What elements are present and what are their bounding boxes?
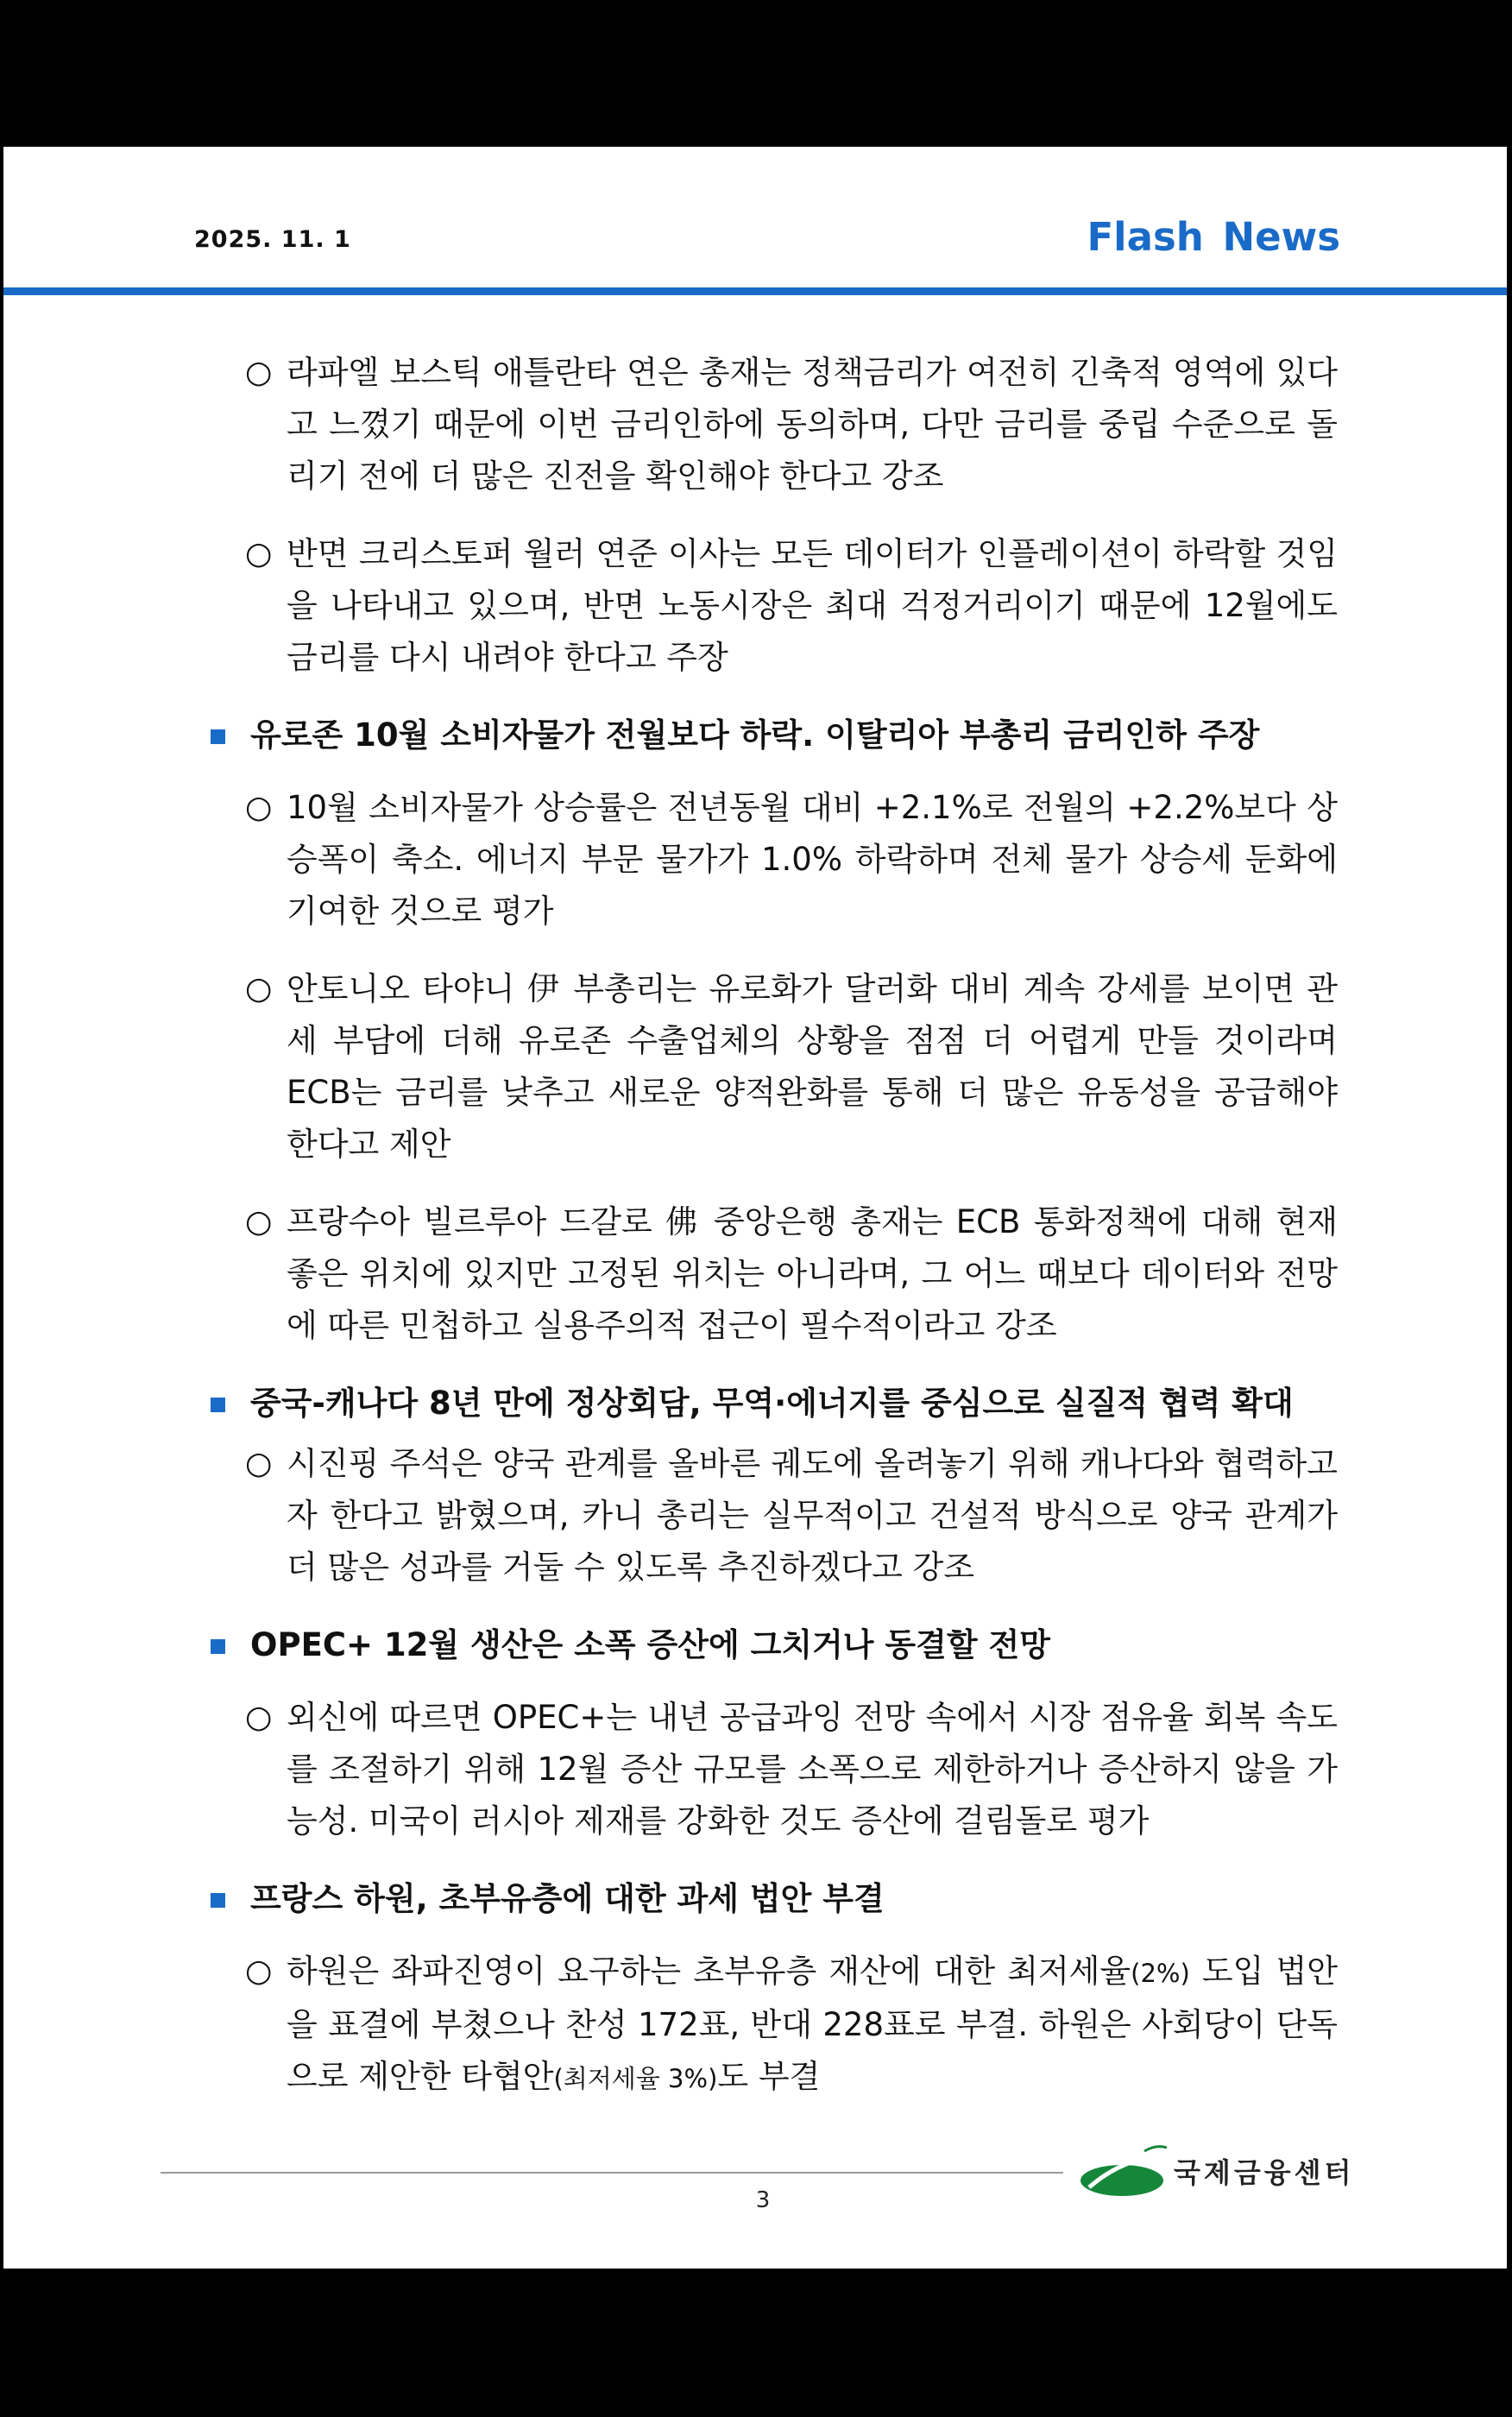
bullet-paragraph bbox=[242, 963, 1338, 1171]
section-heading-text: 유로존 10월 소비자물가 전월보다 하락. 이탈리아 부총리 금리인하 주장 bbox=[250, 716, 1260, 754]
paragraph-text: 외신에 따르면 OPEC+는 내년 공급과잉 전망 속에서 시장 점유율 회복 속도를 조절하기 위해 12월 증산 규모를 소폭으로 제한하거나 증산하지 않을 가능성. 미국이 러시아 제재를 강화한 것도 증산에 걸림돌로 평가 bbox=[287, 1699, 1338, 1840]
section-heading-text: OPEC+ 12월 생산은 소폭 증산에 그치거나 동결할 전망 bbox=[250, 1626, 1051, 1663]
paragraph-text: 라파엘 보스틱 애틀란타 연은 총재는 정책금리가 여전히 긴축적 영역에 있다고 느꼈기 때문에 이번 금리인하에 동의하며, 다만 금리를 중립 수준으로 돌리기 전에 더 많은 진전을 확인해야 한다고 강조 bbox=[287, 354, 1338, 495]
section-heading bbox=[207, 1873, 1346, 1925]
bullet-paragraph bbox=[242, 1438, 1338, 1593]
document-body bbox=[3, 347, 1507, 2130]
document-page bbox=[3, 147, 1507, 2269]
section-heading-text: 프랑스 하원, 초부유층에 대한 과세 법안 부결 bbox=[250, 1880, 885, 1917]
paragraph-text: 반면 크리스토퍼 월러 연준 이사는 모든 데이터가 인플레이션이 하락할 것임을 나타내고 있으며, 반면 노동시장은 최대 걱정거리이기 때문에 12월에도 금리를 다시 내려야 한다고 주장 bbox=[287, 535, 1338, 676]
bullet-paragraph bbox=[242, 347, 1338, 502]
compromise-rate-note: (최저세율 3%) bbox=[553, 2064, 718, 2093]
paragraph-text: 하원은 좌파진영이 요구하는 초부유층 재산에 대한 최저세율 bbox=[287, 1953, 1131, 1990]
square-bullet-icon bbox=[211, 1398, 225, 1412]
circle-bullet-icon: ○ bbox=[245, 536, 273, 571]
bullet-paragraph bbox=[242, 1946, 1338, 2105]
bullet-paragraph bbox=[242, 1196, 1338, 1352]
paragraph-text: 도 부결 bbox=[717, 2058, 821, 2095]
bullet-paragraph bbox=[242, 528, 1338, 684]
square-bullet-icon bbox=[211, 1639, 225, 1654]
circle-bullet-icon: ○ bbox=[245, 1953, 273, 1989]
paragraph-text: 10월 소비자물가 상승률은 전년동월 대비 +2.1%로 전월의 +2.2%보다 상승폭이 축소. 에너지 부문 물가가 1.0% 하락하며 전체 물가 상승세 둔화에 기여한 것으로 평가 bbox=[287, 789, 1338, 930]
circle-bullet-icon: ○ bbox=[245, 790, 273, 825]
section-heading bbox=[207, 710, 1346, 761]
organization-name: 국제금융센터 bbox=[1174, 2156, 1355, 2189]
circle-bullet-icon: ○ bbox=[245, 1700, 273, 1735]
paragraph-text: 시진핑 주석은 양국 관계를 올바른 궤도에 올려놓기 위해 캐나다와 협력하고자 한다고 밝혔으며, 카니 총리는 실무적이고 건설적 방식으로 양국 관계가 더 많은 성과를 거둘 수 있도록 추진하겠다고 강조 bbox=[287, 1445, 1338, 1586]
circle-bullet-icon: ○ bbox=[245, 1204, 273, 1240]
report-date: 2025. 11. 1 bbox=[194, 226, 351, 253]
circle-bullet-icon: ○ bbox=[245, 355, 273, 390]
square-bullet-icon bbox=[211, 1893, 225, 1908]
section-heading bbox=[207, 1378, 1346, 1429]
circle-bullet-icon: ○ bbox=[245, 971, 273, 1007]
tax-rate-note: (2%) bbox=[1131, 1959, 1190, 1988]
page-number: 3 bbox=[755, 2187, 771, 2213]
footer-divider bbox=[161, 2172, 1063, 2174]
square-bullet-icon bbox=[211, 729, 225, 744]
paragraph-text: 안토니오 타야니 伊 부총리는 유로화가 달러화 대비 계속 강세를 보이면 관세 부담에 더해 유로존 수출업체의 상황을 점점 더 어렵게 만들 것이라며 ECB는 금리를 낮추고 새로운 양적완화를 통해 더 많은 유동성을 공급해야 한다고 제안 bbox=[287, 970, 1338, 1163]
section-heading-text: 중국-캐나다 8년 만에 정상회담, 무역·에너지를 중심으로 실질적 협력 확대 bbox=[250, 1385, 1294, 1422]
section-heading bbox=[207, 1619, 1346, 1671]
report-brand-title: Flash News bbox=[1087, 214, 1340, 260]
paragraph-text: 프랑수아 빌르루아 드갈로 佛 중앙은행 총재는 ECB 통화정책에 대해 현재 좋은 위치에 있지만 고정된 위치는 아니라며, 그 어느 때보다 데이터와 전망에 따른 민첩하고 실용주의적 접근이 필수적이라고 강조 bbox=[287, 1203, 1338, 1344]
bullet-paragraph bbox=[242, 782, 1338, 937]
circle-bullet-icon: ○ bbox=[245, 1446, 273, 1481]
kcif-logo-icon bbox=[1077, 2139, 1172, 2208]
header-divider bbox=[3, 287, 1507, 295]
paragraph-text: 도입 법안을 표결에 부쳤으나 찬성 172표, 반대 228표로 부결. 하원은 사회당이 단독으로 제안한 타협안 bbox=[287, 1953, 1338, 2095]
bullet-paragraph bbox=[242, 1692, 1338, 1847]
